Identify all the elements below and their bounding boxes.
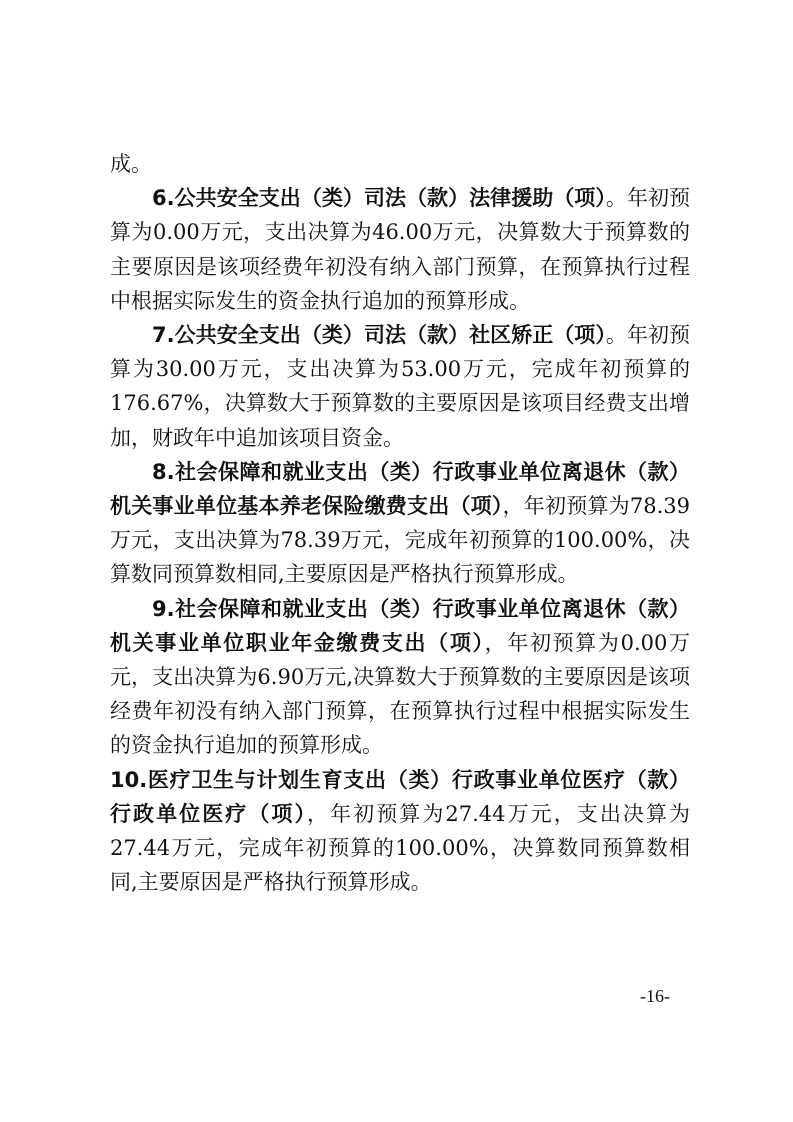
item-heading: 10.医疗卫生与计划生育支出（类）行政事业单位医疗（款）行政单位医疗（项） (110, 767, 690, 826)
paragraph-item-8 (110, 455, 690, 592)
item-text: ，年初预算为27.44万元，支出决算为27.44万元，完成年初预算的100.00%，决算数同预算数相同,主要原因是严格执行预算形成。 (110, 801, 691, 895)
item-text: 。年初预算为0.00万元，支出决算为46.00万元，决算数大于预算数的主要原因是该项经费年初没有纳入部门预算，在预算执行过程中根据实际发生的资金执行追加的预算形成。 (110, 186, 690, 313)
document-body (110, 147, 690, 899)
paragraph-item-10 (110, 763, 690, 900)
item-text: ，年初预算为0.00万元，支出决算为6.90万元,决算数大于预算数的主要原因是该项经费年初没有纳入部门预算，在预算执行过程中根据实际发生的资金执行追加的预算形成。 (110, 630, 691, 758)
page-number: -16- (640, 986, 670, 1006)
item-heading: 7.公共安全支出（类）司法（款）社区矫正（项） (152, 323, 606, 348)
item-heading: 9.社会保障和就业支出（类）行政事业单位离退休（款）机关事业单位职业年金缴费支出（项） (110, 596, 690, 655)
paragraph-text: 成。 (110, 152, 152, 176)
paragraph-continuation (110, 147, 690, 181)
paragraph-item-7 (110, 318, 690, 455)
paragraph-item-9 (110, 592, 690, 763)
item-heading: 6.公共安全支出（类）司法（款）法律援助（项） (152, 186, 606, 211)
item-text: ，年初预算为78.39万元，支出决算为78.39万元，完成年初预算的100.00%，决算数同预算数相同,主要原因是严格执行预算形成。 (110, 494, 691, 587)
item-text: 。年初预算为30.00万元，支出决算为53.00万元，完成年初预算的176.67%，决算数大于预算数的主要原因是该项目经费支出增加，财政年中追加该项目资金。 (110, 323, 690, 450)
item-heading: 8.社会保障和就业支出（类）行政事业单位离退休（款）机关事业单位基本养老保险缴费支出（项） (110, 459, 690, 519)
paragraph-item-6 (110, 181, 690, 318)
